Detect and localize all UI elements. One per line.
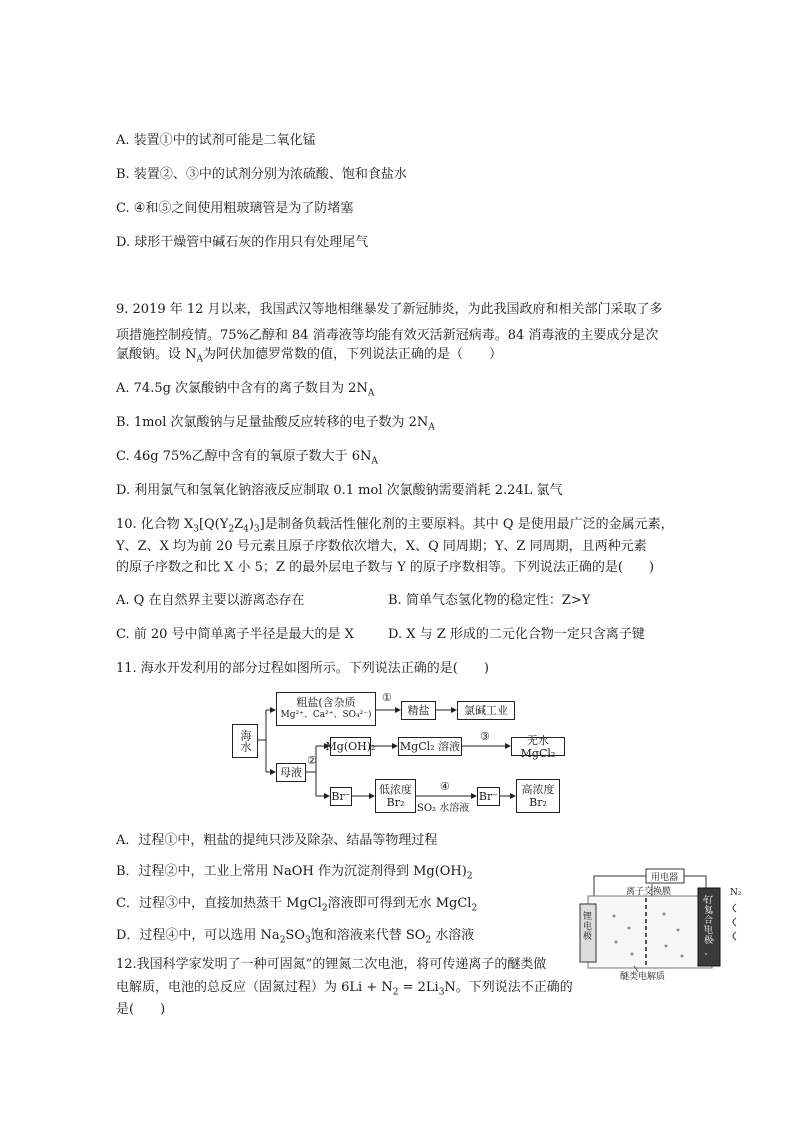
q9-option-b: B. 1mol 次氯酸钠与足量盐酸反应转移的电子数为 $2N_A$ xyxy=(116,415,435,433)
q10-option-c: C. 前 20 号中简单离子半径是最大的是 X xyxy=(116,627,354,642)
q9-option-c: C. 46g 75%乙醇中含有的氧原子数大于 $6N_A$ xyxy=(116,449,378,467)
q11-option-b: B．过程②中，工业上常用 NaOH 作为沉淀剂得到 $Mg(OH)_2$ xyxy=(116,864,473,882)
q9-option-a: A. 74.5g 次氯酸钠中含有的离子数目为 $2N_A$ xyxy=(116,381,375,399)
low-br2-box: 低浓度 Br₂ xyxy=(375,779,416,813)
bromide-box-2: Br⁻ xyxy=(477,787,500,806)
anhydrous-mgcl2-box: 无水 MgCl₂ xyxy=(511,737,565,756)
q11-stem: 11. 海水开发利用的部分过程如图所示。下列说法正确的是( ) xyxy=(116,661,489,676)
q10-stem-line-2: Y、Z、X 均为前 20 号元素且原子序数依次增大，X、Q 同周期；Y、Z 同周期，且两种元素 xyxy=(116,539,647,554)
q9-option-d: D. 利用氯气和氢氧化钠溶液反应制取 0.1 mol 次氯酸钠需要消耗 2.24L 氯气 xyxy=(116,483,563,498)
q10-option-a: A. Q 在自然界主要以游离态存在 xyxy=(116,593,305,608)
q11-option-c: C．过程③中，直接加热蒸干 MgCl$_2$溶液即可得到无水 MgCl$_2$ xyxy=(116,896,478,914)
q12-stem-line-2: 电解质，电池的总反应（固氮过程）为 $6Li + N_2 = 2Li_3N$。下列说法不正确的 xyxy=(116,980,573,998)
q9-stem-line-1: 9. 2019 年 12 月以来，我国武汉等地相继暴发了新冠肺炎，为此我国政府和相关部门采取了多 xyxy=(116,302,663,317)
refined-salt-box: 精盐 xyxy=(401,701,436,720)
crude-salt-box: 粗盐(含杂质 Mg²⁺、Ca²⁺、SO₄²⁻) xyxy=(276,692,376,726)
chlor-alkali-box: 氯碱工业 xyxy=(457,701,515,720)
lithium-nitrogen-battery-figure xyxy=(574,866,764,982)
q8-option-c: C. ④和⑤之间使用粗玻璃管是为了防堵塞 xyxy=(116,201,354,216)
q10-stem-line-3: 的原子序数之和比 X 小 5；Z 的最外层电子数与 Y 的原子序数相等。下列说法正确的是( ) xyxy=(116,560,655,575)
q8-option-b: B. 装置②、③中的试剂分别为浓硫酸、饱和食盐水 xyxy=(116,167,407,182)
step-4-label: ④ xyxy=(440,780,450,793)
q8-option-a: A. 装置①中的试剂可能是二氧化锰 xyxy=(116,133,316,148)
seawater-box: 海水 xyxy=(232,724,258,758)
n2-label: N₂ xyxy=(730,888,742,898)
appliance-label: 用电器 xyxy=(651,873,679,883)
membrane-label: 离子交换膜 xyxy=(626,887,672,897)
composite-electrode-label: 钌复合电极 xyxy=(704,896,714,946)
q11-option-d: D．过程④中，可以选用 $Na_2SO_3$饱和溶液来代替 $SO_2$ 水溶液 xyxy=(116,928,475,946)
electrolyte-label: 醚类电解质 xyxy=(620,972,666,982)
lithium-electrode-label: 锂电极 xyxy=(583,912,593,942)
seawater-process-diagram xyxy=(228,688,568,818)
q11-option-a: A．过程①中，粗盐的提纯只涉及除杂、结晶等物理过程 xyxy=(116,833,438,848)
q8-option-d: D. 球形干燥管中碱石灰的作用只有处理尾气 xyxy=(116,235,369,250)
q12-stem-line-1: 12.我国科学家发明了一种可固氮”的锂氮二次电池，将可传递离子的醚类做 xyxy=(116,957,547,972)
mgcl2-solution-box: MgCl₂ 溶液 xyxy=(398,737,462,756)
step-1-label: ① xyxy=(382,691,392,704)
q10-option-b: B. 简单气态氢化物的稳定性：Z>Y xyxy=(388,593,591,608)
q9-stem-line-3: 氯酸钠。设 $N_A$为阿伏加德罗常数的值，下列说法正确的是（ ） xyxy=(116,347,503,365)
high-br2-box: 高浓度 Br₂ xyxy=(516,779,560,813)
q10-option-d: D. X 与 Z 形成的二元化合物一定只含离子键 xyxy=(388,627,645,642)
bromide-box-1: Br⁻ xyxy=(330,787,352,806)
q10-stem-line-1: 10. 化合物 $X_3[Q(Y_2Z_4)_3]$是制备负载活性催化剂的主要原料。其中 Q 是使用最广泛的金属元素， xyxy=(116,517,674,535)
mgoh2-box: Mg(OH)₂ xyxy=(330,737,371,756)
mother-liquor-box: 母液 xyxy=(276,763,306,782)
so2-water-label: SO₂ 水溶液 xyxy=(417,803,470,814)
q12-stem-line-3: 是( ) xyxy=(116,1002,166,1017)
step-2-label: ② xyxy=(307,754,317,767)
step-3-label: ③ xyxy=(480,730,490,743)
q9-stem-line-2: 项措施控制疫情。75%乙醇和 84 消毒液等均能有效灭活新冠病毒。84 消毒液的主要成分是次 xyxy=(116,328,659,343)
